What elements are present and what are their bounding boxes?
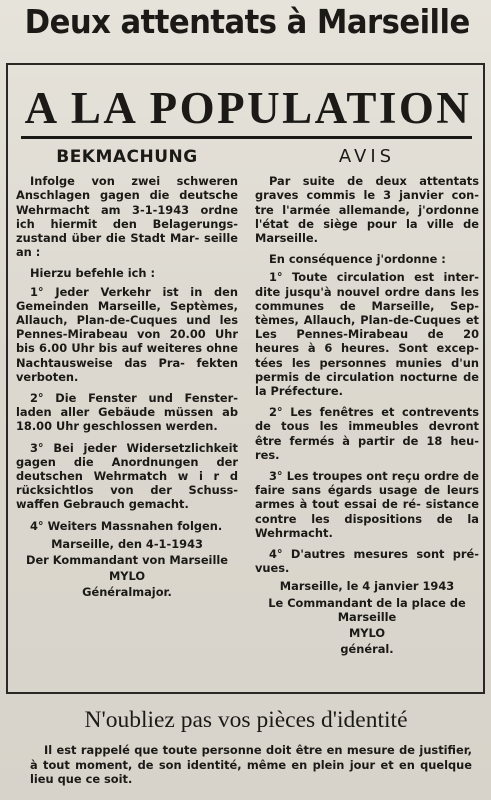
german-place-date: Marseille, den 4-1-1943: [51, 536, 203, 551]
german-paragraph: Hierzu befehle ich :: [30, 266, 156, 281]
french-paragraph: 4° D'autres mesures sont pré- vues.: [255, 547, 479, 576]
identity-reminder-title: N'oubliez pas vos pièces d'identité: [84, 707, 408, 733]
french-signatory-name: MYLO: [348, 626, 386, 641]
german-heading: BEKMACHUNG: [56, 147, 198, 167]
german-paragraph: 1° Jeder Verkehr ist in den Gemeinden Marseille, Septèmes, Allauch, Plan-de-Cuques und les Pennes-Mirabeau von 20.00 Uhr bis 6.00 Uhr bis auf weiteres ohne Nachtausweise das Pra- fekten verboten.: [16, 284, 238, 384]
french-paragraph: Par suite de deux attentats graves commis le 3 janvier con- tre l'armée allemande, j'ordonne l'état de siège pour la ville de Marseille.: [255, 174, 479, 246]
french-paragraph: En conséquence j'ordonne :: [269, 252, 446, 267]
frame-right-rule: [483, 63, 485, 693]
german-notice-column: [16, 147, 238, 602]
german-signatory-rank: Généralmajor.: [82, 585, 172, 600]
german-signatory-name: MYLO: [108, 569, 146, 584]
notice-title: A LA POPULATION: [24, 83, 472, 133]
frame-left-rule: [6, 63, 8, 693]
identity-reminder-text: Il est rappelé que toute personne doit être en mesure de justifier, à tout moment, de son identité, même en plein jour et en quelque lieu que ce soit.: [30, 743, 472, 787]
french-signatory-rank: général.: [340, 642, 394, 657]
headline: Deux attentats à Marseille: [24, 2, 470, 41]
frame-bottom-rule: [6, 692, 485, 694]
german-paragraph: Infolge von zwei schweren Anschlagen gagen die deutsche Wehrmacht am 3-1-1943 ordne ich hiermit den Belagerungs- zustand über die Stadt Mar- seille an :: [16, 174, 238, 260]
french-signatory-title: Le Commandant de la place de Marseille: [268, 595, 466, 624]
title-underline: [21, 136, 472, 139]
french-paragraph: 3° Les troupes ont reçu ordre de faire sans égards usage de leurs armes à tout essai de ré- sistance contre les dispositions de la Wehrmacht.: [255, 469, 479, 540]
french-paragraph: 2° Les fenêtres et contrevents de tous les immeubles devront être fermés à partir de 18 heu- res.: [255, 405, 479, 462]
german-paragraph: 4° Weiters Massnahen folgen.: [30, 518, 223, 533]
french-place-date: Marseille, le 4 janvier 1943: [279, 579, 455, 594]
frame-top-rule: [6, 63, 485, 65]
french-notice-column: [255, 146, 479, 659]
german-signatory-title: Der Kommandant von Marseille: [25, 553, 229, 568]
german-paragraph: 3° Bei jeder Widersetzlichkeit gagen die Anordnungen der deutschen Wehrmatch w i r d rücksichtlos von der Schuss- waffen Gebrauch gemacht.: [16, 440, 238, 512]
german-paragraph: 2° Die Fenster und Fenster- laden aller Gebäude müssen ab 18.00 Uhr geschlossen werden.: [16, 391, 238, 434]
french-heading: AVIS: [338, 146, 396, 167]
french-paragraph: 1° Toute circulation est inter- dite jusqu'à nouvel ordre dans les communes de Marseille, Sep- tèmes, Allauch, Plan-de-Cuques et Les Pennes-Mirabeau de 20 heures à 6 heures. Sont excep- tées les personnes munies d'un permis de circulation nocturne de la Préfecture.: [255, 270, 479, 399]
